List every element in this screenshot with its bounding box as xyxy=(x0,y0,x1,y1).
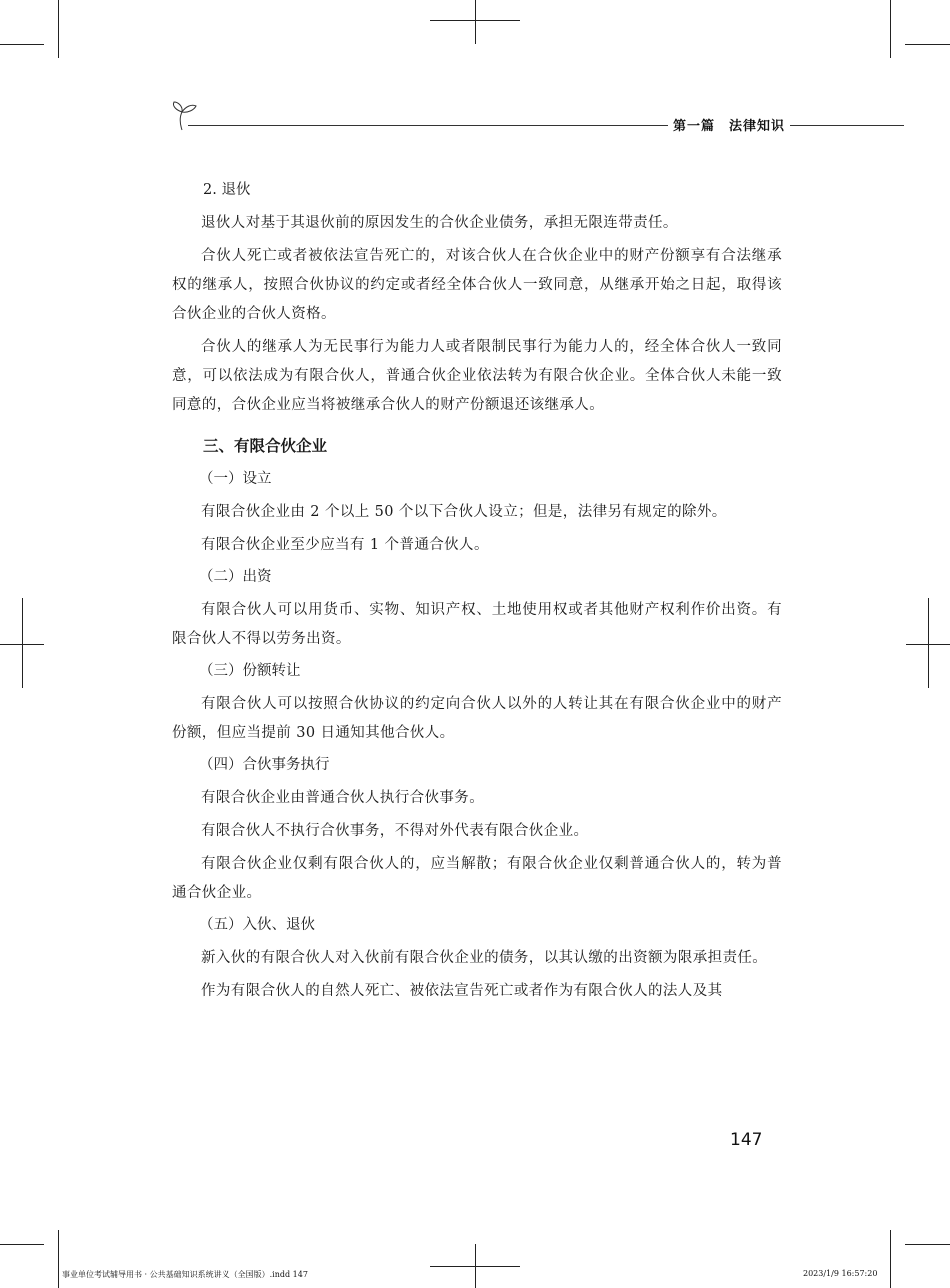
subsection-heading: （一）设立 xyxy=(199,471,272,487)
paragraph: 有限合伙企业由 2 个以上 50 个以下合伙人设立；但是，法律另有规定的除外。 xyxy=(201,504,727,520)
header-rule-left xyxy=(188,125,668,126)
subsection-heading: 2. 退伙 xyxy=(203,182,251,198)
paragraph: 新入伙的有限合伙人对入伙前有限合伙企业的债务，以其认缴的出资额为限承担责任。 xyxy=(201,950,768,966)
page-number: 147 xyxy=(730,1130,763,1150)
header-rule-right xyxy=(790,125,904,126)
section-heading: 三、有限合伙企业 xyxy=(203,437,328,455)
paragraph: 退伙人对基于其退伙前的原因发生的合伙企业债务，承担无限连带责任。 xyxy=(201,215,678,231)
paragraph: 有限合伙人不执行合伙事务，不得对外代表有限合伙企业。 xyxy=(201,823,589,839)
body-text xyxy=(172,176,782,1006)
paragraph: 作为有限合伙人的自然人死亡、被依法宣告死亡或者作为有限合伙人的法人及其 xyxy=(201,983,723,999)
paragraph: 有限合伙企业仅剩有限合伙人的，应当解散；有限合伙企业仅剩普通合伙人的，转为普通合伙企业。 xyxy=(172,856,782,901)
paragraph: 有限合伙人可以用货币、实物、知识产权、土地使用权或者其他财产权利作价出资。有限合伙人不得以劳务出资。 xyxy=(172,602,782,647)
subsection-heading: （三）份额转让 xyxy=(199,663,301,679)
header-title: 第一篇 法律知识 xyxy=(672,119,785,134)
paragraph: 有限合伙企业至少应当有 1 个普通合伙人。 xyxy=(201,537,489,553)
footer-timestamp: 2023/1/9 16:57:20 xyxy=(803,1269,878,1278)
sprout-icon xyxy=(168,100,204,132)
subsection-heading: （四）合伙事务执行 xyxy=(199,757,330,773)
paragraph: 合伙人的继承人为无民事行为能力人或者限制民事行为能力人的，经全体合伙人一致同意，可以依法成为有限合伙人，普通合伙企业依法转为有限合伙企业。全体合伙人未能一致同意的，合伙企业应当将被继承合伙人的财产份额退还该继承人。 xyxy=(172,339,782,413)
subsection-heading: （二）出资 xyxy=(199,569,272,585)
subsection-heading: （五）入伙、退伙 xyxy=(199,917,315,933)
running-header xyxy=(168,100,908,140)
footer-file-info: 事业单位考试辅导用书 · 公共基础知识系统讲义（全国版）.indd 147 xyxy=(62,1270,308,1279)
paragraph: 合伙人死亡或者被依法宣告死亡的，对该合伙人在合伙企业中的财产份额享有合法继承权的继承人，按照合伙协议的约定或者经全体合伙人一致同意，从继承开始之日起，取得该合伙企业的合伙人资格。 xyxy=(172,248,782,322)
paragraph: 有限合伙企业由普通合伙人执行合伙事务。 xyxy=(201,790,485,806)
paragraph: 有限合伙人可以按照合伙协议的约定向合伙人以外的人转让其在有限合伙企业中的财产份额，但应当提前 30 日通知其他合伙人。 xyxy=(172,696,782,741)
